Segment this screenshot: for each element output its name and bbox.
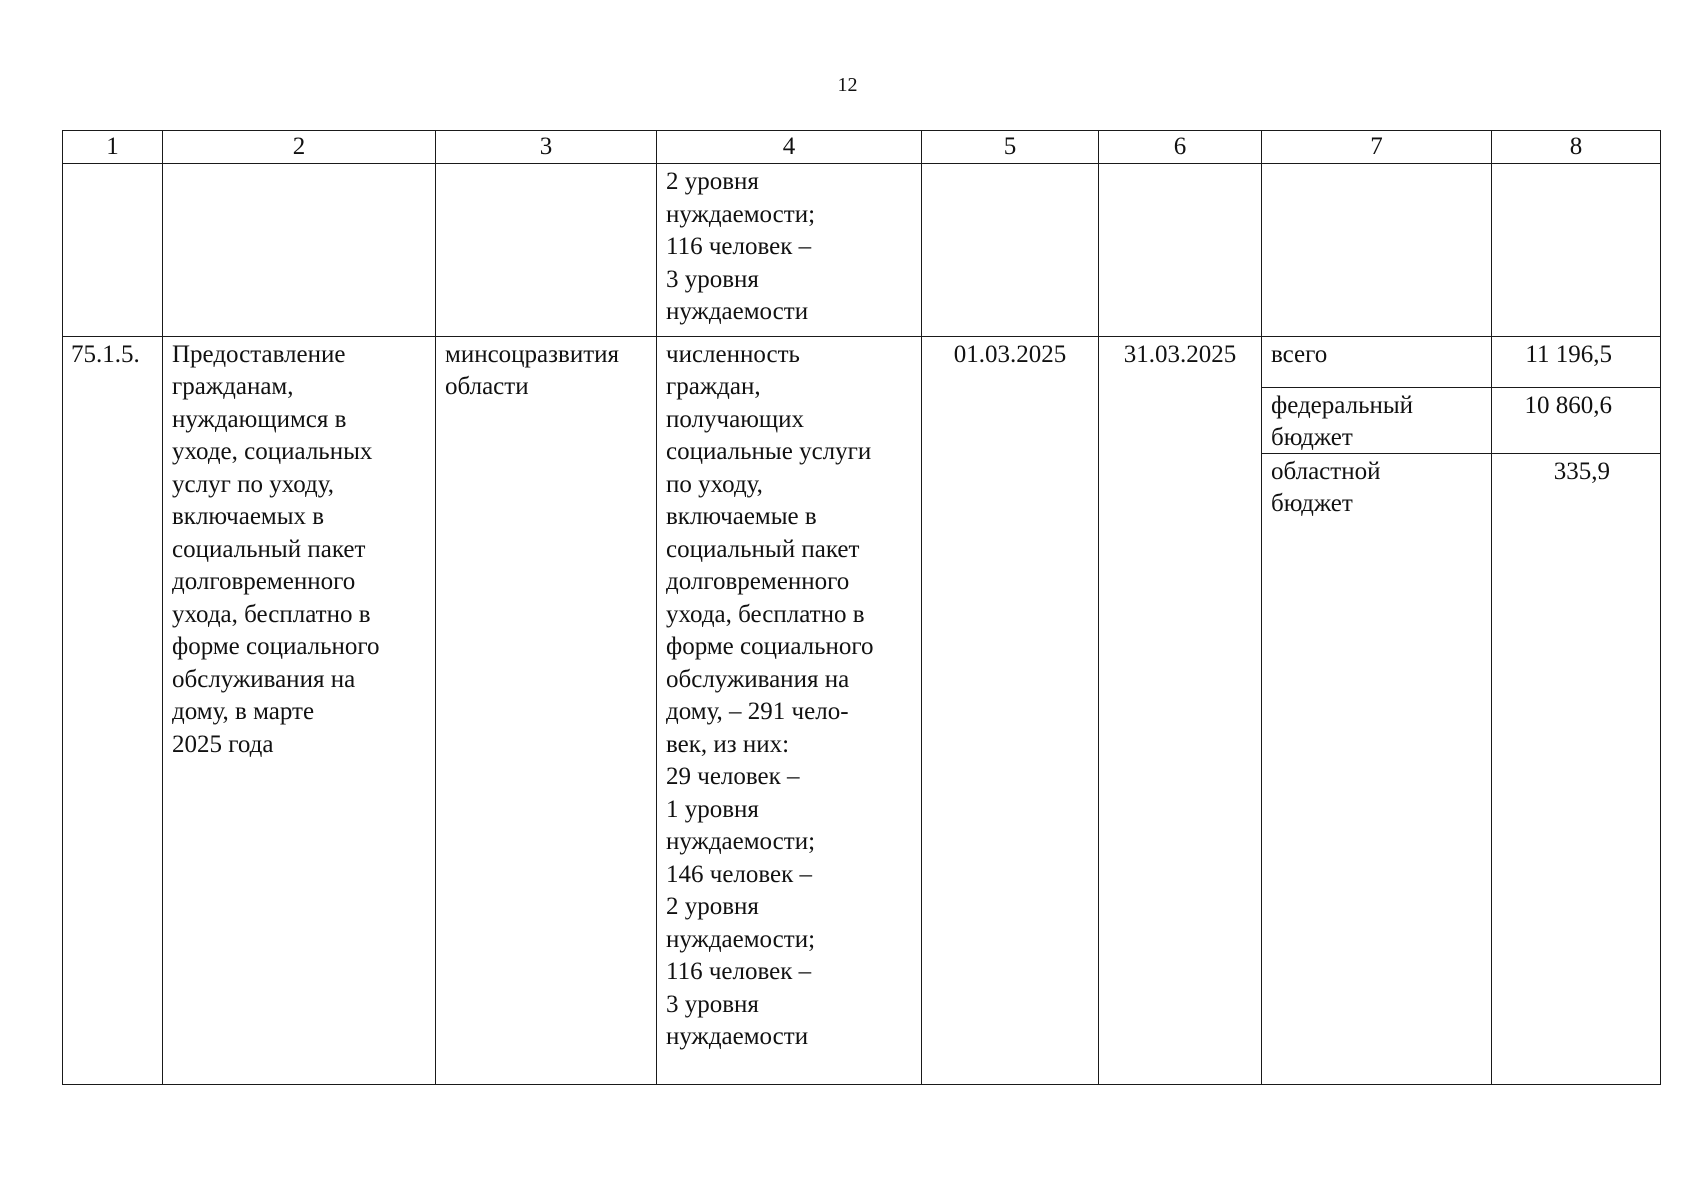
cont-cell-1 [63,164,163,337]
indicator-cell [657,336,922,1084]
end-date: 31.03.2025 [1123,340,1237,368]
header-col-6: 6 [1099,131,1262,164]
header-col-4: 4 [657,131,922,164]
funding-amount: 11 196,5 [1525,340,1612,368]
cont-cell-7 [1262,164,1492,337]
document-table [62,130,1661,1085]
funding-row-regional [1262,453,1660,1084]
table-header-row [63,131,1661,164]
cont-cell-4 [657,164,922,337]
executor-text: минсоцразвития области [445,340,620,401]
funding-source: федеральный бюджет [1262,388,1492,453]
executor-cell [436,336,657,1084]
funding-source: всего [1262,337,1492,387]
funding-row-federal [1262,387,1660,453]
page-number: 12 [837,74,858,96]
start-date: 01.03.2025 [953,340,1067,368]
header-col-5: 5 [922,131,1099,164]
funding-amount: 10 860,6 [1524,391,1612,419]
header-col-2: 2 [163,131,436,164]
table-row [63,336,1661,1084]
cont-cell-2 [163,164,436,337]
start-date-cell [922,336,1099,1084]
continuation-row [63,164,1661,337]
row-number: 75.1.5. [71,340,140,368]
funding-source: областной бюджет [1262,454,1492,1084]
header-col-3: 3 [436,131,657,164]
cont-cell-8 [1492,164,1661,337]
funding-cell [1262,336,1661,1084]
row-number-cell [63,336,163,1084]
funding-breakdown [1262,337,1660,1084]
header-col-8: 8 [1492,131,1661,164]
header-col-1: 1 [63,131,163,164]
funding-row-total [1262,337,1660,387]
end-date-cell [1099,336,1262,1084]
continuation-indicator-text: 2 уровня нуждаемости; 116 человек – 3 уровня нуждаемости [666,168,816,325]
measure-text: Предоставление гражданам, нуждающимся в уходе, социальных услуг по уходу, включаемых в социальный пакет долговременного ухода, бесплатно в форме социального обслуживания на дому, в марте 2025 года [172,340,380,758]
header-col-7: 7 [1262,131,1492,164]
cont-cell-3 [436,164,657,337]
cont-cell-5 [922,164,1099,337]
measure-cell [163,336,436,1084]
funding-amount: 335,9 [1553,457,1610,485]
cont-cell-6 [1099,164,1262,337]
indicator-text: численность граждан, получающих социальные услуги по уходу, включаемые в социальный пакет долговременного ухода, бесплатно в форме социального обслуживания на дому, – 291 чело- век, из них: 29 человек – 1 уровня нуждаемости; 146 человек – 2 уровня нуждаемости; 116 человек – 3 уровня нуждаемости [666,340,874,1051]
